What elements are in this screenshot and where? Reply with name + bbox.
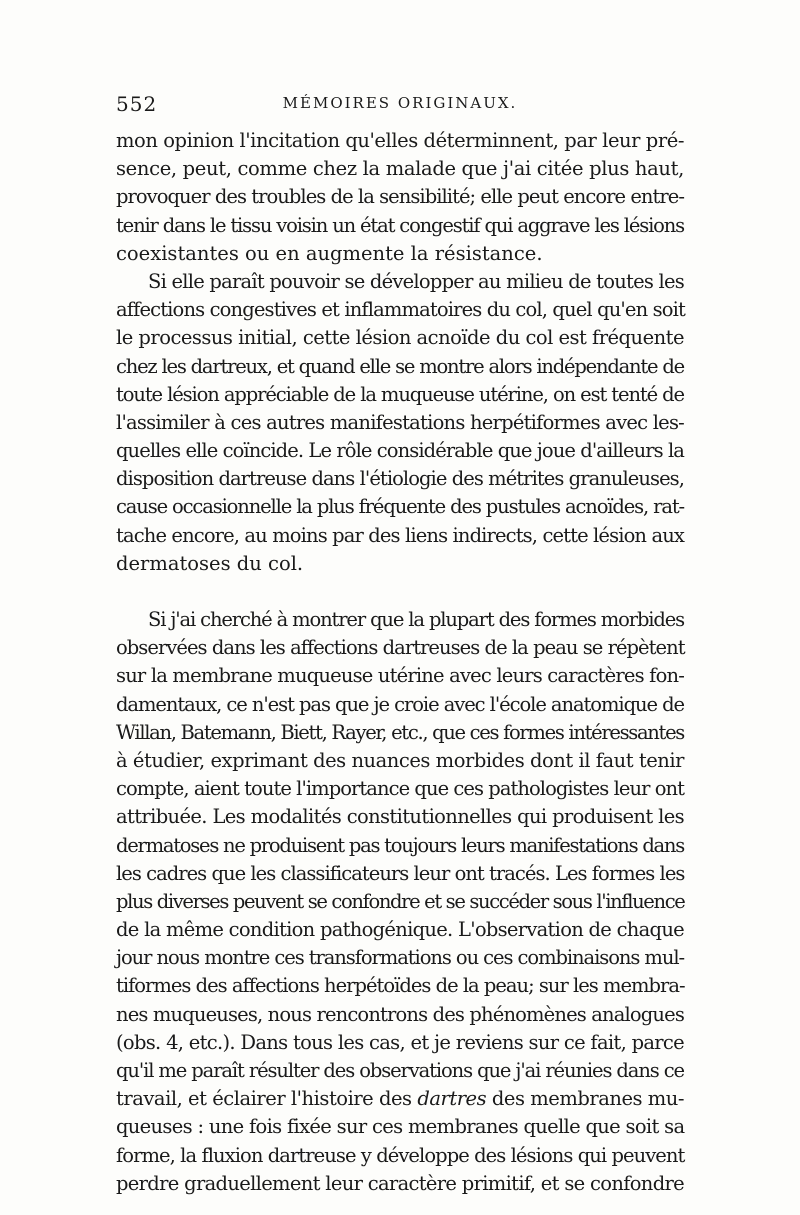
text-line: quelles elle coïncide. Le rôle considérable que joue d'ailleurs la — [116, 439, 684, 463]
text-run: des membranes mu- — [486, 1087, 684, 1111]
text-line: mon opinion l'incitation qu'elles déterminnent, par leur pré- — [116, 129, 684, 152]
italic-term: dartres — [417, 1087, 487, 1111]
text-line: observées dans les affections dartreuses de la peau se répètent — [116, 636, 685, 660]
text-line: nes muqueuses, nous rencontrons des phénomènes analogues — [116, 1002, 684, 1026]
text-line: forme, la fluxion dartreuse y développe des lésions qui peuvent — [116, 1143, 685, 1167]
paragraph-1 — [116, 127, 684, 268]
paragraph-3 — [116, 606, 684, 1198]
text-line: sence, peut, comme chez la malade que j'ai citée plus haut, — [116, 157, 684, 181]
text-line: coexistantes ou en augmente la résistance. — [116, 241, 543, 265]
text-line: cause occasionnelle la plus fréquente des pustules acnoïdes, rat- — [116, 495, 684, 519]
text-line: attribuée. Les modalités constitutionnelles qui produisent les — [116, 805, 684, 829]
text-line: de la même condition pathogénique. L'observation de chaque — [116, 918, 684, 942]
text-line: perdre graduellement leur caractère primitif, et se confondre — [116, 1171, 684, 1195]
paragraph-2 — [116, 268, 684, 578]
running-title: MÉMOIRES ORIGINAUX. — [282, 94, 518, 112]
text-line: le processus initial, cette lésion acnoïde du col est fréquente — [116, 326, 684, 350]
paragraph-gap — [116, 578, 684, 606]
text-line: jour nous montre ces transformations ou ces combinaisons mul- — [116, 946, 684, 970]
text-line: chez les dartreux, et quand elle se montre alors indépendante de — [116, 354, 684, 378]
text-line: à étudier, exprimant des nuances morbides dont il faut tenir — [116, 748, 684, 772]
text-line: tiformes des affections herpétoïdes de la peau; sur les membra- — [116, 974, 685, 998]
text-line: affections congestives et inflammatoires du col, quel qu'en soit — [116, 298, 686, 322]
text-line: Si elle paraît pouvoir se développer au milieu de toutes les — [148, 269, 684, 293]
text-line: provoquer des troubles de la sensibilité; elle peut encore entre- — [116, 185, 685, 209]
text-line: sur la membrane muqueuse utérine avec leurs caractères fon- — [116, 664, 684, 688]
text-line: (obs. 4, etc.). Dans tous les cas, et je reviens sur ce fait, parce — [116, 1030, 684, 1054]
text-line: tache encore, au moins par des liens indirects, cette lésion aux — [116, 523, 684, 547]
text-line: plus diverses peuvent se confondre et se succéder sous l'influence — [116, 889, 685, 913]
text-line: dermatoses du col. — [116, 551, 304, 575]
text-run: travail, et éclairer l'histoire des — [116, 1087, 418, 1111]
text-line: qu'il me paraît résulter des observations que j'ai réunies dans ce — [116, 1059, 684, 1082]
text-line: Si j'ai cherché à montrer que la plupart des formes morbides — [148, 608, 685, 631]
text-line: compte, aient toute l'importance que ces pathologistes leur ont — [116, 777, 684, 801]
text-line: Willan, Batemann, Biett, Rayer, etc., que ces formes intéressantes — [116, 720, 684, 744]
body-text — [116, 127, 684, 1198]
text-line: queuses : une fois fixée sur ces membranes quelle que soit sa — [116, 1115, 685, 1139]
text-line: disposition dartreuse dans l'étiologie des métrites granuleuses, — [116, 467, 684, 491]
text-line: l'assimiler à ces autres manifestations herpétiformes avec les- — [116, 410, 684, 434]
running-head — [116, 92, 684, 118]
text-line: tenir dans le tissu voisin un état congestif qui aggrave les lésions — [116, 213, 685, 237]
text-line: damentaux, ce n'est pas que je croie avec l'école anatomique de — [116, 692, 684, 716]
text-line: toute lésion appréciable de la muqueuse utérine, on est tenté de — [116, 382, 684, 406]
text-line — [116, 1085, 684, 1113]
text-line: dermatoses ne produisent pas toujours leurs manifestations dans — [116, 833, 684, 857]
text-line: les cadres que les classificateurs leur ont tracés. Les formes les — [116, 861, 685, 885]
page-number: 552 — [116, 92, 158, 116]
